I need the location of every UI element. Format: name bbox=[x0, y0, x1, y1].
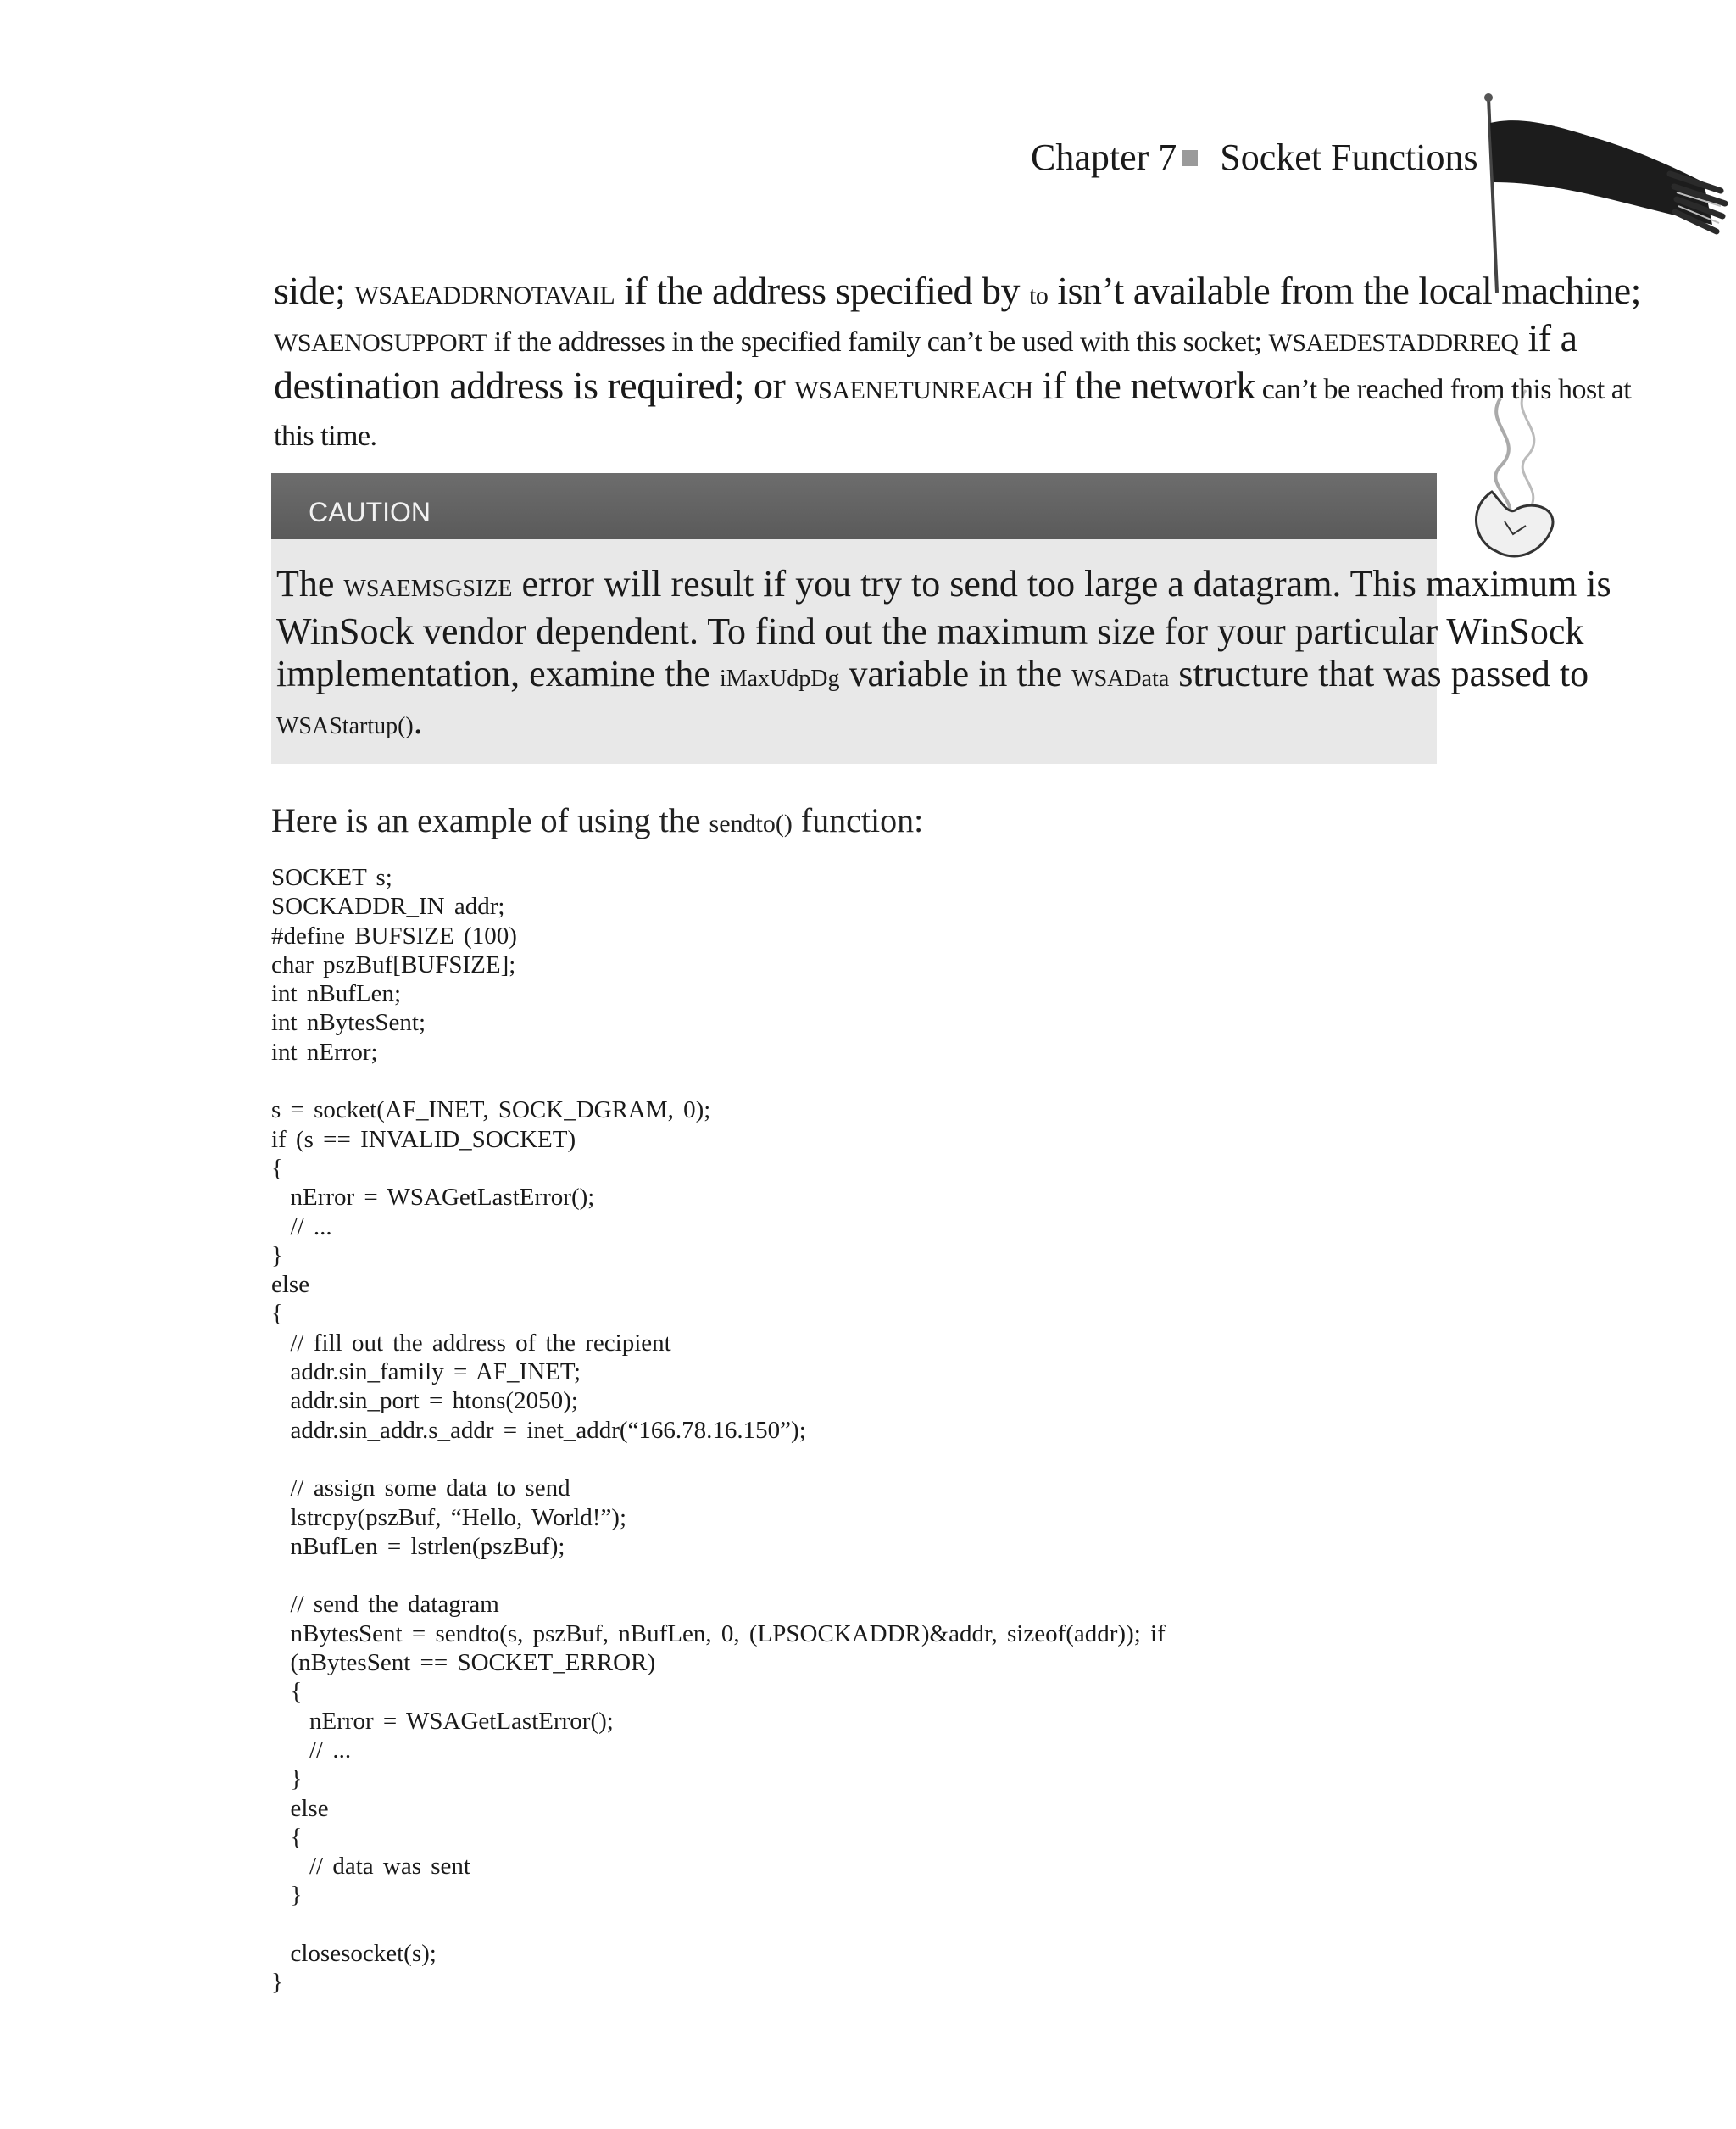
code-listing: SOCKET s; SOCKADDR_IN addr; #define BUFSIZE (100) char pszBuf[BUFSIZE]; int nBufLen; int nBytesSent; int nError; s = socket(AF_INET, SOCK_DGRAM, 0); if (s == INVALID_SOCKET) { nError = WSAGetLastError(); // ... } else { // fill out the address of the recipient addr.sin_family = AF_INET; addr.sin_port = htons(2050); addr.sin_addr.s_addr = inet_addr(“166.78.16.150”); // assign some data to send lstrcpy(pszBuf, “Hello, World!”); nBufLen = lstrlen(pszBuf); // send the datagram nBytesSent = sendto(s, pszBuf, nBufLen, 0, (LPSOCKADDR)&addr, sizeof(addr)); if (nBytesSent == SOCKET_ERROR) { nError = WSAGetLastError(); // ... } else { // data was sent } closesocket(s); } bbox=[271, 864, 1166, 1997]
error-code: WSAENETUNREACH bbox=[794, 376, 1033, 404]
text-run: isn’t available from the local machine; bbox=[1048, 269, 1641, 312]
text-run: Here is an example of using the bbox=[271, 801, 709, 839]
text-run: side; bbox=[274, 269, 355, 312]
function-name: sendto() bbox=[709, 810, 793, 838]
text-run: if the addresses in the specified family can’t be used with this socket; bbox=[487, 326, 1269, 358]
text-run: function: bbox=[792, 801, 924, 839]
running-header bbox=[1031, 136, 1478, 179]
text-run: if the address specified by bbox=[615, 269, 1030, 312]
code-term: iMaxUdpDg bbox=[719, 666, 840, 692]
param-name: to bbox=[1029, 281, 1049, 309]
code-term: WSAStartup() bbox=[276, 713, 414, 739]
error-code: WSAEMSGSIZE bbox=[343, 576, 513, 602]
text-run: destination address is required; or bbox=[274, 364, 795, 407]
error-codes-paragraph bbox=[274, 270, 1647, 458]
text-run: The bbox=[276, 563, 344, 605]
header-separator bbox=[1182, 150, 1198, 166]
error-code: WSAEDESTADDRREQ bbox=[1268, 329, 1519, 357]
text-run: . bbox=[413, 700, 423, 742]
text-run: can’t be reached from this host at this time. bbox=[274, 374, 1632, 452]
error-code: WSAENOSUPPORT bbox=[274, 329, 487, 357]
text-run: if the network bbox=[1032, 364, 1255, 407]
caution-title: CAUTION bbox=[309, 497, 431, 527]
example-intro bbox=[271, 800, 923, 840]
section-title: Socket Functions bbox=[1220, 137, 1478, 178]
text-run: structure that was passed to bbox=[1169, 653, 1589, 694]
text-run: error will result if you try to send too large a datagram. This maximum is WinSock vendor dependent. To find out the maximum size for your particular WinSock implementation, examine the bbox=[276, 563, 1611, 694]
chapter-label: Chapter 7 bbox=[1031, 137, 1177, 178]
error-code: WSAEADDRNOTAVAIL bbox=[354, 281, 615, 309]
code-term: WSAData bbox=[1071, 666, 1170, 692]
text-run: if a bbox=[1518, 316, 1577, 359]
caution-header bbox=[271, 473, 1437, 539]
text-run: variable in the bbox=[839, 653, 1072, 694]
caution-text bbox=[276, 563, 1675, 748]
